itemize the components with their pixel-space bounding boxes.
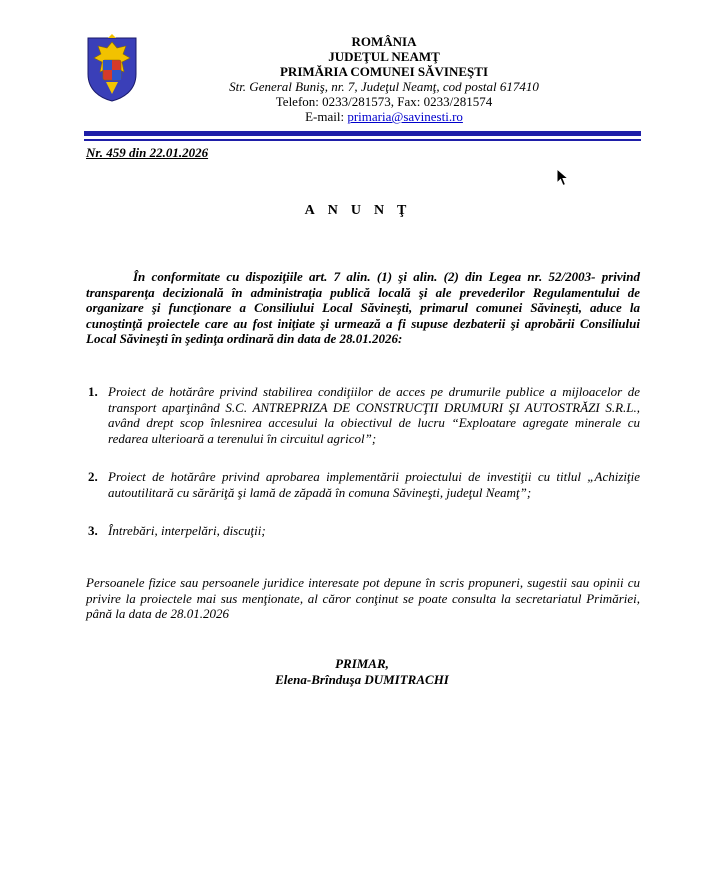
signature-role: PRIMAR, [335,656,389,671]
agenda-item [86,523,640,539]
agenda-item [86,384,640,446]
header-divider-thick [84,131,641,136]
registration-number: Nr. 459 din 22.01.2026 [86,145,209,160]
signature-name: Elena-Brînduşa DUMITRACHI [275,672,449,687]
phone-fax: Telefon: 0233/281573, Fax: 0233/281574 [275,94,493,109]
agenda-item-number: 2. [88,469,98,484]
email-line [150,109,618,124]
agenda-item-text: Proiect de hotărâre privind stabilirea condiţiilor de acces pe drumurile publice a mijloacelor de transport aparţinând S.C. ANTREPRIZA DE CONSTRUCŢII DRUMURI ŞI AUTOSTRĂZI S.R.L., având drept scop înlesnirea accesului la obiectivul de lucru “Exploatare agregate minerale cu redarea ulterioară a terenului în circuitul agricol”; [108,384,640,446]
agenda-item-number: 1. [88,384,98,399]
country-name: ROMÂNIA [351,34,417,49]
email-link[interactable]: primaria@savinesti.ro [347,109,463,124]
signature-block [0,656,724,688]
intro-paragraph: În conformitate cu dispoziţiile art. 7 alin. (1) şi alin. (2) din Legea nr. 52/2003- privind transparenţa decizională în administraţia publică locală şi ale prevederilor Regulamentului de organizare şi funcţionare a Consiliului Local Săvineşti, primarul comunei Săvineşti, aduce la cunoştinţă proiectele care au fost iniţiate şi urmează a fi supuse dezbaterii şi aprobării Consiliului Local Săvineşti în şedinţa ordinară din data de 28.01.2026: [86,269,640,346]
address: Str. General Buniş, nr. 7, Judeţul Neamţ, cod postal 617410 [229,79,539,94]
coat-of-arms-icon [86,34,138,102]
institution-name: PRIMĂRIA COMUNEI SĂVINEŞTI [279,64,489,79]
closing-paragraph: Persoanele fizice sau persoanele juridice interesate pot depune în scris propuneri, sugestii sau opinii cu privire la proiectele mai sus menţionate, al căror conţinut se poate consulta la secretariatul Primăriei, până la data de 28.01.2026 [86,575,640,621]
agenda-item-number: 3. [88,523,98,538]
agenda-list [86,384,640,539]
document-title: ANUNŢ [304,203,420,218]
agenda-item-text: Proiect de hotărâre privind aprobarea implementării proiectului de investiţii cu titlul „Achiziţie autoutilitară cu sărăriţă şi lamă de zăpadă în comuna Săvineşti, judeţul Neamţ”; [108,469,640,500]
county-name: JUDEŢUL NEAMŢ [328,49,440,64]
letterhead [150,34,618,124]
header-divider-thin [84,139,641,141]
agenda-item-text: Întrebări, interpelări, discuţii; [108,523,266,538]
email-label: E-mail: [305,109,348,124]
mouse-cursor-icon [556,168,570,188]
agenda-item [86,469,640,500]
